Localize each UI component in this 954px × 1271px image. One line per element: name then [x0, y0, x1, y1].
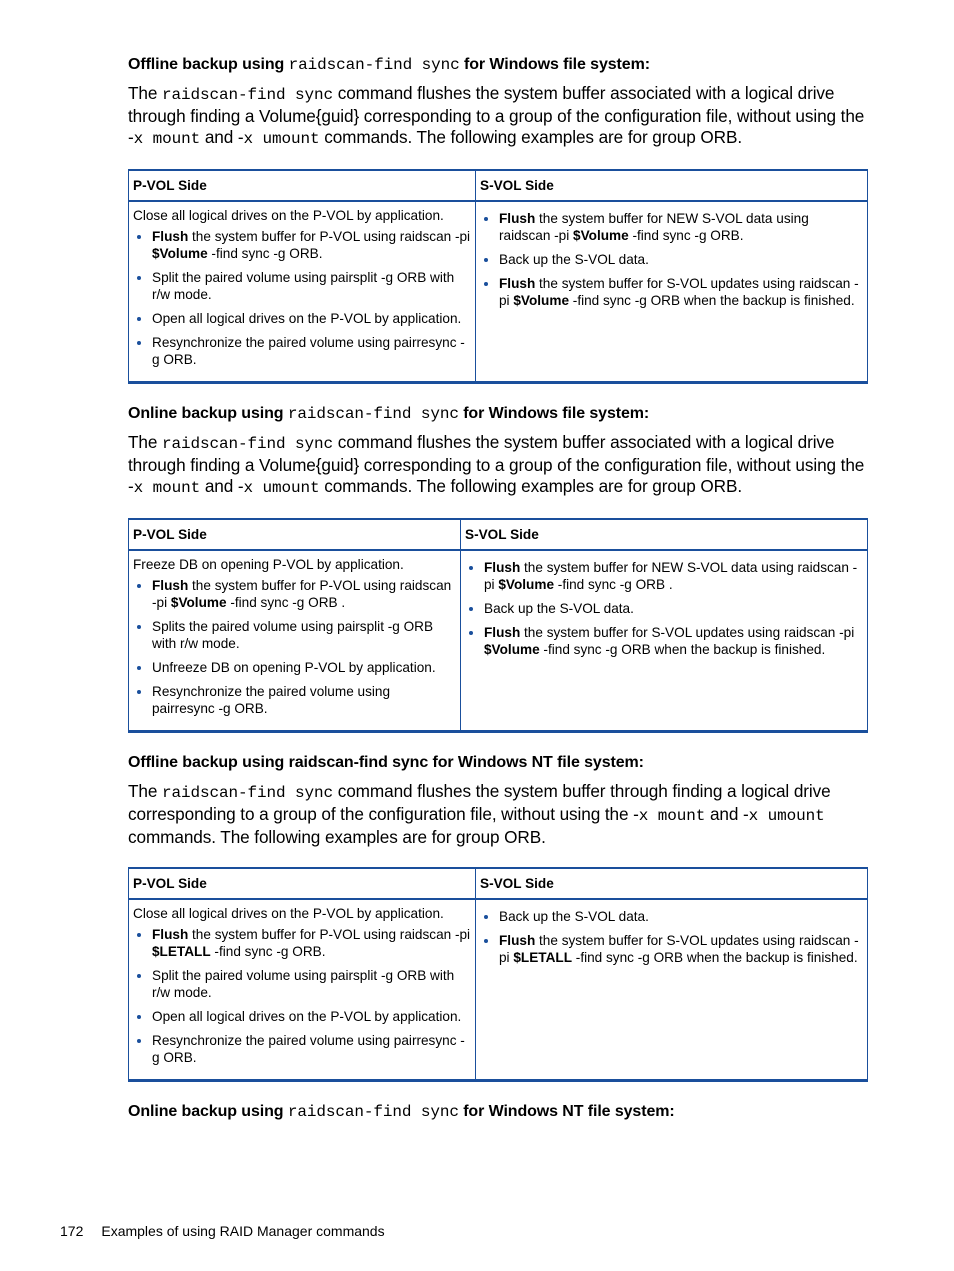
list-item: Flush the system buffer for S-VOL updates using raidscan -pi $Volume -find sync -g ORB when the backup is finished. — [465, 624, 863, 658]
section-paragraph: The raidscan-find sync command flushes the system buffer associated with a logical drive through finding a Volume{guid} corresponding to a group of the configuration file, without using the -x mount and -x umount commands. The following examples are for group ORB. — [128, 83, 865, 148]
section-paragraph: The raidscan-find sync command flushes the system buffer associated with a logical drive through finding a Volume{guid} corresponding to a group of the configuration file, without using the -x mount and -x umount commands. The following examples are for group ORB. — [128, 432, 865, 497]
page-content — [128, 54, 868, 1123]
svol-cell — [476, 899, 868, 1081]
pvol-list — [133, 577, 456, 717]
list-item: Flush the system buffer for S-VOL updates using raidscan -pi $LETALL -find sync -g ORB when the backup is finished. — [480, 932, 863, 966]
pvol-cell — [129, 550, 461, 732]
list-item: Flush the system buffer for S-VOL updates using raidscan -pi $Volume -find sync -g ORB when the backup is finished. — [480, 275, 863, 309]
pvol-cell — [129, 201, 476, 383]
column-header-svol: S-VOL Side — [461, 519, 868, 550]
section-heading-offline-windows: Offline backup using raidscan-find sync for Windows file system: — [128, 56, 650, 74]
pvol-svol-table — [128, 518, 868, 733]
pvol-intro: Freeze DB on opening P-VOL by application. — [133, 557, 404, 572]
page-number: 172 — [60, 1223, 84, 1239]
pvol-cell — [129, 899, 476, 1081]
pvol-svol-table — [128, 169, 868, 384]
pvol-list — [133, 228, 471, 368]
footer-title: Examples of using RAID Manager commands — [101, 1223, 385, 1239]
svol-cell — [476, 201, 868, 383]
list-item: Flush the system buffer for NEW S-VOL data using raidscan -pi $Volume -find sync -g ORB. — [480, 210, 863, 244]
list-item: Resynchronize the paired volume using pairresync -g ORB. — [133, 334, 471, 368]
list-item: Resynchronize the paired volume using pairresync -g ORB. — [133, 683, 456, 717]
list-item: Back up the S-VOL data. — [465, 600, 863, 617]
svol-list — [480, 210, 863, 309]
list-item: Flush the system buffer for P-VOL using raidscan -pi $Volume -find sync -g ORB. — [133, 228, 471, 262]
list-item: Splits the paired volume using pairsplit -g ORB with r/w mode. — [133, 618, 456, 652]
pvol-svol-table — [128, 867, 868, 1082]
column-header-pvol: P-VOL Side — [129, 868, 476, 899]
column-header-pvol: P-VOL Side — [129, 519, 461, 550]
list-item: Resynchronize the paired volume using pairresync -g ORB. — [133, 1032, 471, 1066]
list-item: Open all logical drives on the P-VOL by application. — [133, 1008, 471, 1025]
section-paragraph: The raidscan-find sync command flushes the system buffer through finding a logical drive corresponding to a group of the configuration file, without using the -x mount and -x umount commands. The following examples are for group ORB. — [128, 781, 831, 847]
column-header-svol: S-VOL Side — [476, 868, 868, 899]
pvol-intro: Close all logical drives on the P-VOL by application. — [133, 906, 444, 921]
column-header-svol: S-VOL Side — [476, 170, 868, 201]
svol-cell — [461, 550, 868, 732]
list-item: Flush the system buffer for P-VOL using raidscan -pi $Volume -find sync -g ORB . — [133, 577, 456, 611]
pvol-list — [133, 926, 471, 1066]
section-heading-online-windows: Online backup using raidscan-find sync for Windows file system: — [128, 405, 650, 423]
section-heading-offline-windows-nt: Offline backup using raidscan-find sync for Windows NT file system: — [128, 754, 644, 771]
list-item: Split the paired volume using pairsplit -g ORB with r/w mode. — [133, 967, 471, 1001]
svol-list — [480, 908, 863, 966]
column-header-pvol: P-VOL Side — [129, 170, 476, 201]
section-heading-online-windows-nt: Online backup using raidscan-find sync for Windows NT file system: — [128, 1103, 675, 1121]
list-item: Unfreeze DB on opening P-VOL by application. — [133, 659, 456, 676]
list-item: Back up the S-VOL data. — [480, 251, 863, 268]
svol-list — [465, 559, 863, 658]
list-item: Back up the S-VOL data. — [480, 908, 863, 925]
pvol-intro: Close all logical drives on the P-VOL by application. — [133, 208, 444, 223]
page-footer — [60, 1222, 385, 1240]
list-item: Flush the system buffer for P-VOL using raidscan -pi $LETALL -find sync -g ORB. — [133, 926, 471, 960]
list-item: Flush the system buffer for NEW S-VOL data using raidscan -pi $Volume -find sync -g ORB . — [465, 559, 863, 593]
list-item: Open all logical drives on the P-VOL by application. — [133, 310, 471, 327]
list-item: Split the paired volume using pairsplit -g ORB with r/w mode. — [133, 269, 471, 303]
